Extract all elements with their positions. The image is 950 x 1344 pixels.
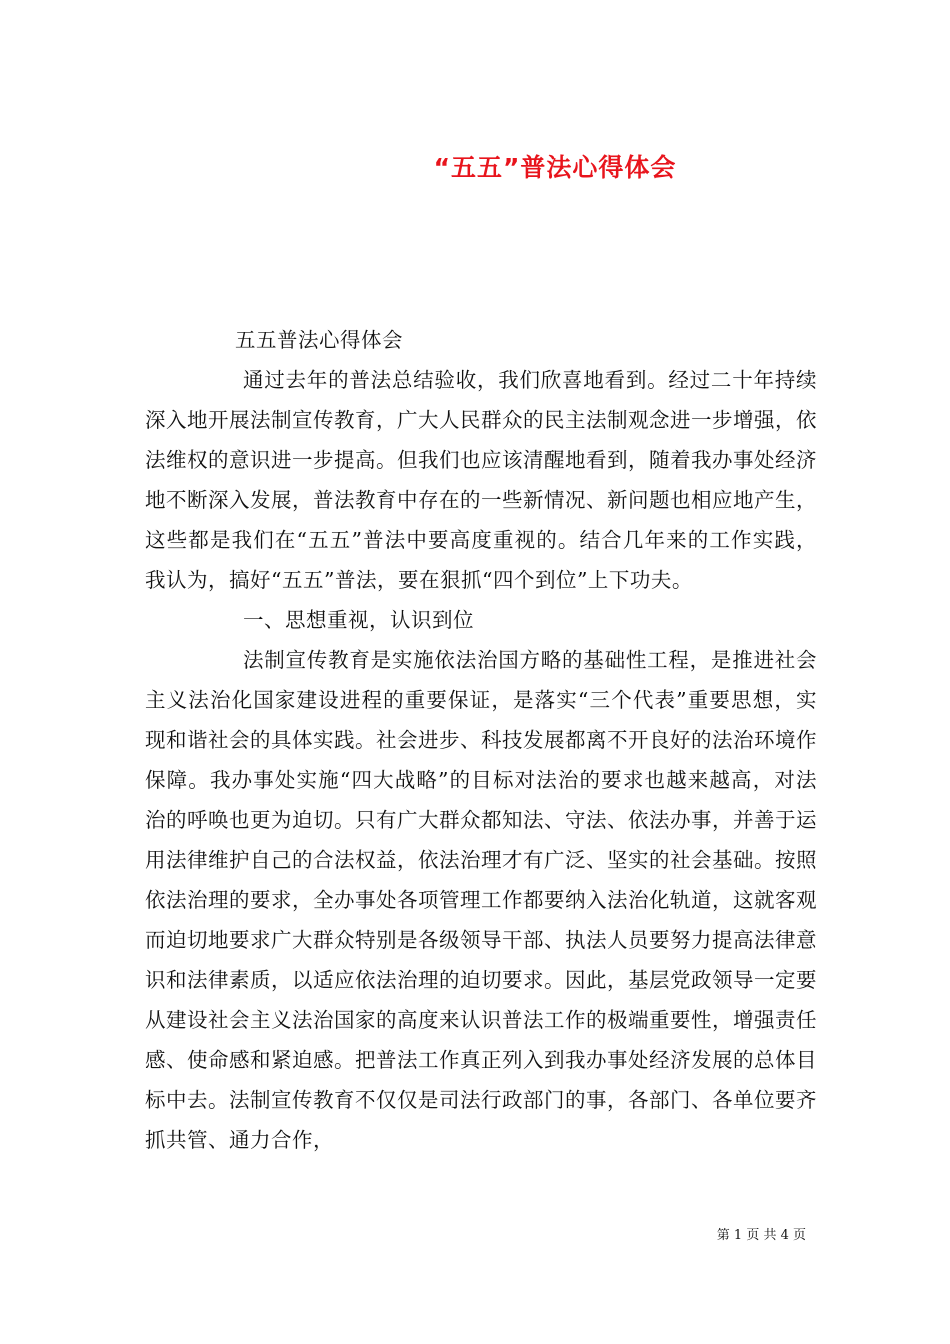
document-body — [145, 320, 817, 1160]
paragraph-section-1: 法制宣传教育是实施依法治国方略的基础性工程，是推进社会主义法治化国家建设进程的重要保证，是落实“三个代表”重要思想，实现和谐社会的具体实践。社会进步、科技发展都离不开良好的法治环境作保障。我办事处实施“四大战略”的目标对法治的要求也越来越高，对法治的呼唤也更为迫切。只有广大群众都知法、守法、依法办事，并善于运用法律维护自己的合法权益，依法治理才有广泛、坚实的社会基础。按照依法治理的要求，全办事处各项管理工作都要纳入法治化轨道，这就客观而迫切地要求广大群众特别是各级领导干部、执法人员要努力提高法律意识和法律素质，以适应依法治理的迫切要求。因此，基层党政领导一定要从建设社会主义法治国家的高度来认识普法工作的极端重要性，增强责任感、使命感和紧迫感。把普法工作真正列入到我办事处经济发展的总体目标中去。法制宣传教育不仅仅是司法行政部门的事，各部门、各单位要齐抓共管、通力合作， — [145, 648, 817, 1152]
section-heading-1: 一、思想重视，认识到位 — [243, 608, 474, 632]
paragraph-intro: 通过去年的普法总结验收，我们欣喜地看到。经过二十年持续深入地开展法制宣传教育，广大人民群众的民主法制观念进一步增强，依法维权的意识进一步提高。但我们也应该清醒地看到，随着我办事处经济地不断深入发展，普法教育中存在的一些新情况、新问题也相应地产生，这些都是我们在“五五”普法中要高度重视的。结合几年来的工作实践，我认为，搞好“五五”普法，要在狠抓“四个到位”上下功夫。 — [145, 368, 817, 592]
document-subtitle: 五五普法心得体会 — [235, 328, 403, 352]
page-number-footer: 第 1 页 共 4 页 — [716, 1228, 806, 1243]
document-title: “五五”普法心得体会 — [433, 152, 677, 182]
